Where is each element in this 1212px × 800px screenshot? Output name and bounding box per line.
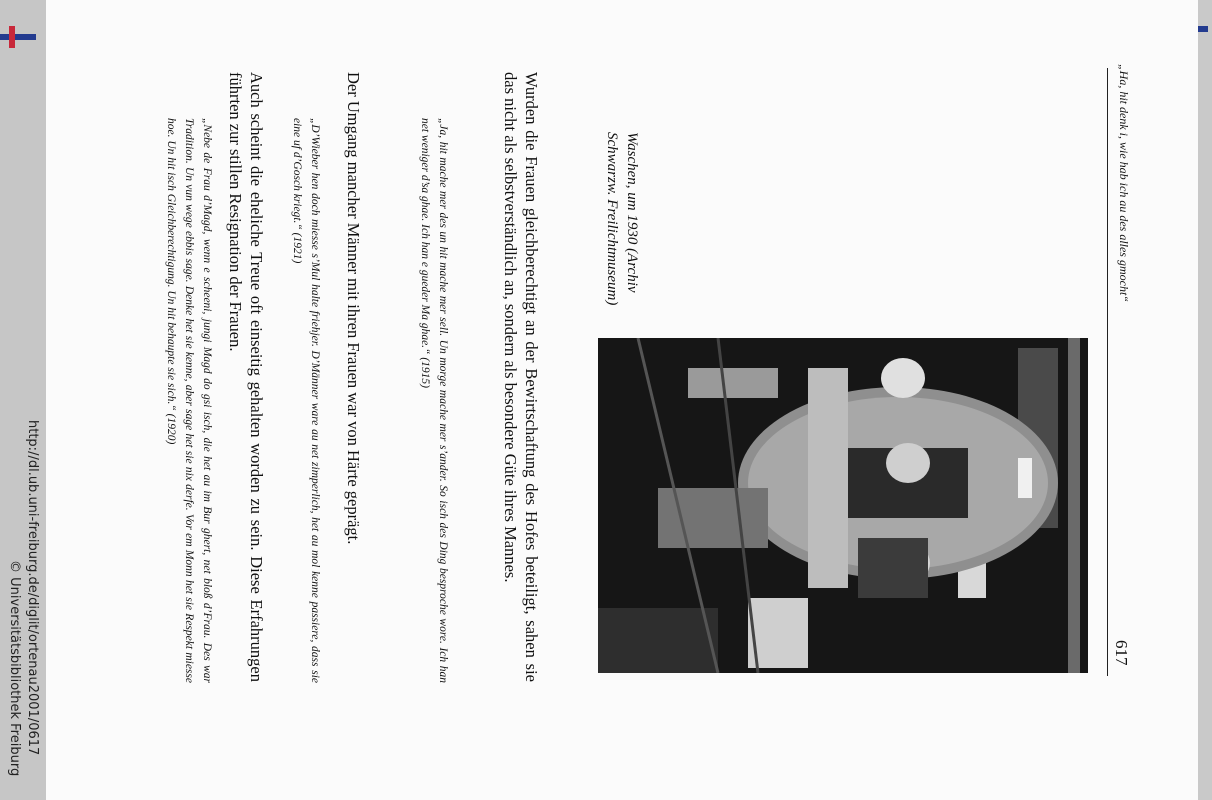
- running-title: „Ha, hit denk i, wie hab ich au des alles gmocht“: [1117, 64, 1131, 302]
- historical-photo: [598, 338, 1088, 673]
- page-number: 617: [1112, 640, 1131, 666]
- document-page: [46, 0, 1198, 800]
- paragraph-1: Wurden die Frauen gleichberechtigt an der Bewirtschaftung des Hofes beteiligt, sahen sie das nicht als selbstverständlich an, sondern als besondere Güte ihres Mannes.: [501, 72, 541, 682]
- paragraph-2: Der Umgang mancher Männer mit ihren Frauen war von Härte geprägt.: [344, 72, 363, 545]
- header-rule: [1107, 68, 1108, 676]
- calibration-mark-right: [1198, 22, 1208, 38]
- watermark-url: http://dl.ub.uni-freiburg.de/diglit/ortenau2001/0617: [25, 420, 40, 756]
- right-scan-margin: [1198, 0, 1212, 800]
- photo-caption: Waschen, um 1930 (Archiv Schwarzw. Freilichtmuseum): [604, 132, 640, 306]
- watermark-copyright: © Universitätsbibliothek Freiburg: [7, 560, 22, 777]
- quote-1: „Ja, hit mache mer des un hit mache mer sell. Un morge mache mer s’ander. So isch des Ding besproche wore. Ich han net weniger d’sa ghae. Ich han e gueder Ma ghae.“ (1915): [419, 118, 449, 683]
- quote-3: „Nebe de Frau d’Magd, wenn e scheeni, jungi Magd do gsi isch, die het au im Bur ghert, net bloß d’Frau. Des war Tradition. Un vun wege ebbis sage. Denke het sie kenne, aber sage het sie nix derfe. Vor em Monn het sie Respekt miesse hoe. Un hit isch Gleichberechtigung. Un hit behaupte sie sich.“ (1920): [165, 118, 213, 683]
- calibration-mark-left: [0, 26, 36, 48]
- quote-2: „D’Wieber hen doch miesse s’Mul halte friehjer. D’Männer ware au net zimperlich, het au mol kenne passiere, dass sie eine uf d’Gosch kriegt.“ (1921): [291, 118, 321, 683]
- paragraph-3: Auch scheint die eheliche Treue oft einseitig gehalten worden zu sein. Diese Erfahrungen führten zur stillen Resignation der Frauen.: [226, 72, 266, 682]
